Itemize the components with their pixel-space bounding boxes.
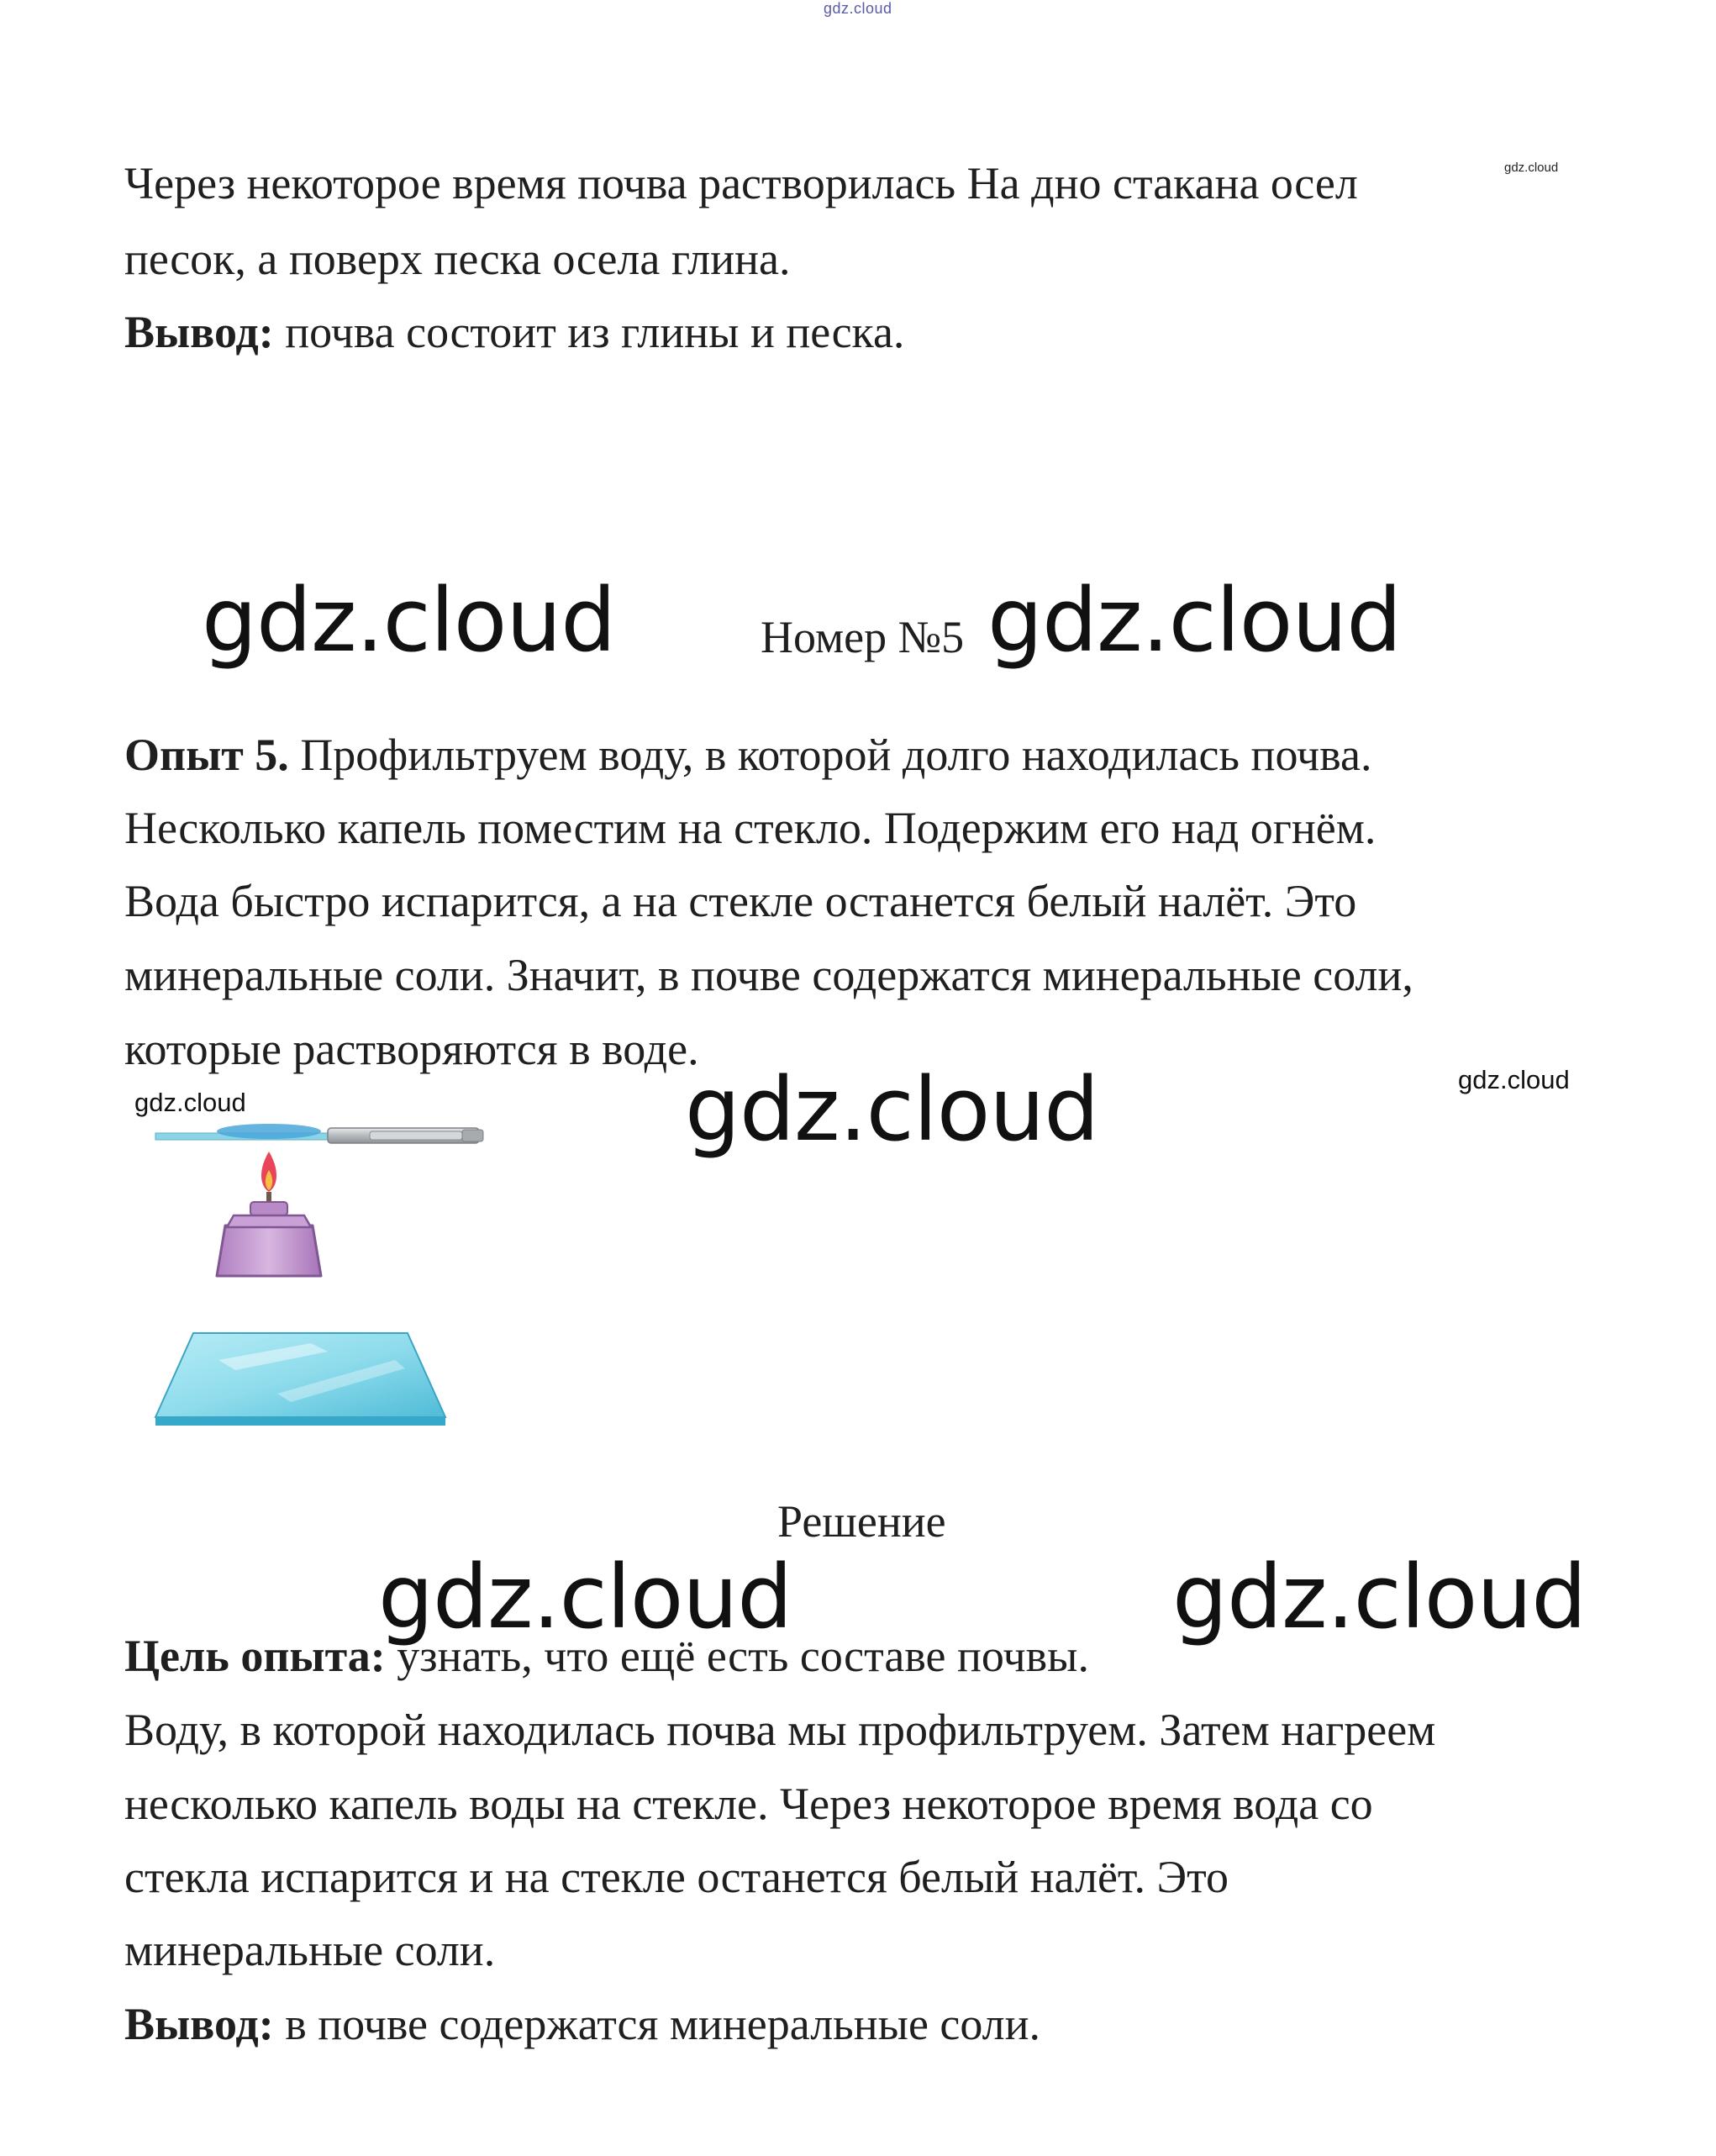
watermark-big: gdz.cloud xyxy=(202,569,616,672)
watermark-big: gdz.cloud xyxy=(685,1058,1099,1161)
prev-text-line-1: Через некоторое время почва растворилась На дно стакана осел xyxy=(124,158,1358,208)
task-line-1-text: Профильтруем воду, в которой долго находилась почва. xyxy=(288,730,1372,780)
top-watermark: gdz.cloud xyxy=(824,0,892,17)
task-line-3: Вода быстро испарится, а на стекле останется белый налёт. Это xyxy=(124,876,1357,926)
solution-heading: Решение xyxy=(777,1496,946,1547)
task-line-1 xyxy=(124,730,1371,780)
prev-text-line-2: песок, а поверх песка осела глина. xyxy=(124,234,791,284)
solution-conclusion xyxy=(124,1999,1040,2049)
flame xyxy=(261,1152,276,1204)
task-line-5: которые растворяются в воде. xyxy=(124,1024,699,1074)
solution-conclusion-text: в почве содержатся минеральные соли. xyxy=(273,1999,1041,2049)
watermark-small: gdz.cloud xyxy=(134,1088,246,1117)
solution-goal xyxy=(124,1631,1089,1681)
goal-label: Цель опыта: xyxy=(124,1631,386,1681)
solution-conclusion-label: Вывод: xyxy=(124,1999,274,2049)
solution-line-1: Воду, в которой находилась почва мы профильтруем. Затем нагреем xyxy=(124,1705,1436,1755)
experiment-label: Опыт 5. xyxy=(124,730,289,780)
prev-conclusion-label: Вывод: xyxy=(124,307,274,357)
prev-conclusion xyxy=(124,307,904,357)
watermark-tiny: gdz.cloud xyxy=(1504,161,1559,175)
watermark-big: gdz.cloud xyxy=(378,1546,792,1648)
watermark-big: gdz.cloud xyxy=(987,569,1402,672)
spirit-lamp xyxy=(217,1202,321,1276)
glass-plate xyxy=(155,1333,445,1426)
tongs xyxy=(328,1128,483,1143)
task-heading: Номер №5 xyxy=(761,612,965,662)
task-line-2: Несколько капель поместим на стекло. Подержим его над огнём. xyxy=(124,803,1376,853)
goal-text: узнать, что ещё есть составе почвы. xyxy=(385,1631,1089,1681)
task-line-4: минеральные соли. Значит, в почве содержатся минеральные соли, xyxy=(124,950,1413,1000)
watermark-big: gdz.cloud xyxy=(1172,1546,1587,1648)
prev-conclusion-text: почва состоит из глины и песка. xyxy=(273,307,905,357)
experiment-illustration xyxy=(143,1108,546,1436)
watermark-small: gdz.cloud xyxy=(1458,1065,1570,1094)
solution-line-4: минеральные соли. xyxy=(124,1925,496,1975)
solution-line-3: стекла испарится и на стекле останется белый налёт. Это xyxy=(124,1852,1229,1902)
solution-line-2: несколько капель воды на стекле. Через некоторое время вода со xyxy=(124,1779,1373,1829)
